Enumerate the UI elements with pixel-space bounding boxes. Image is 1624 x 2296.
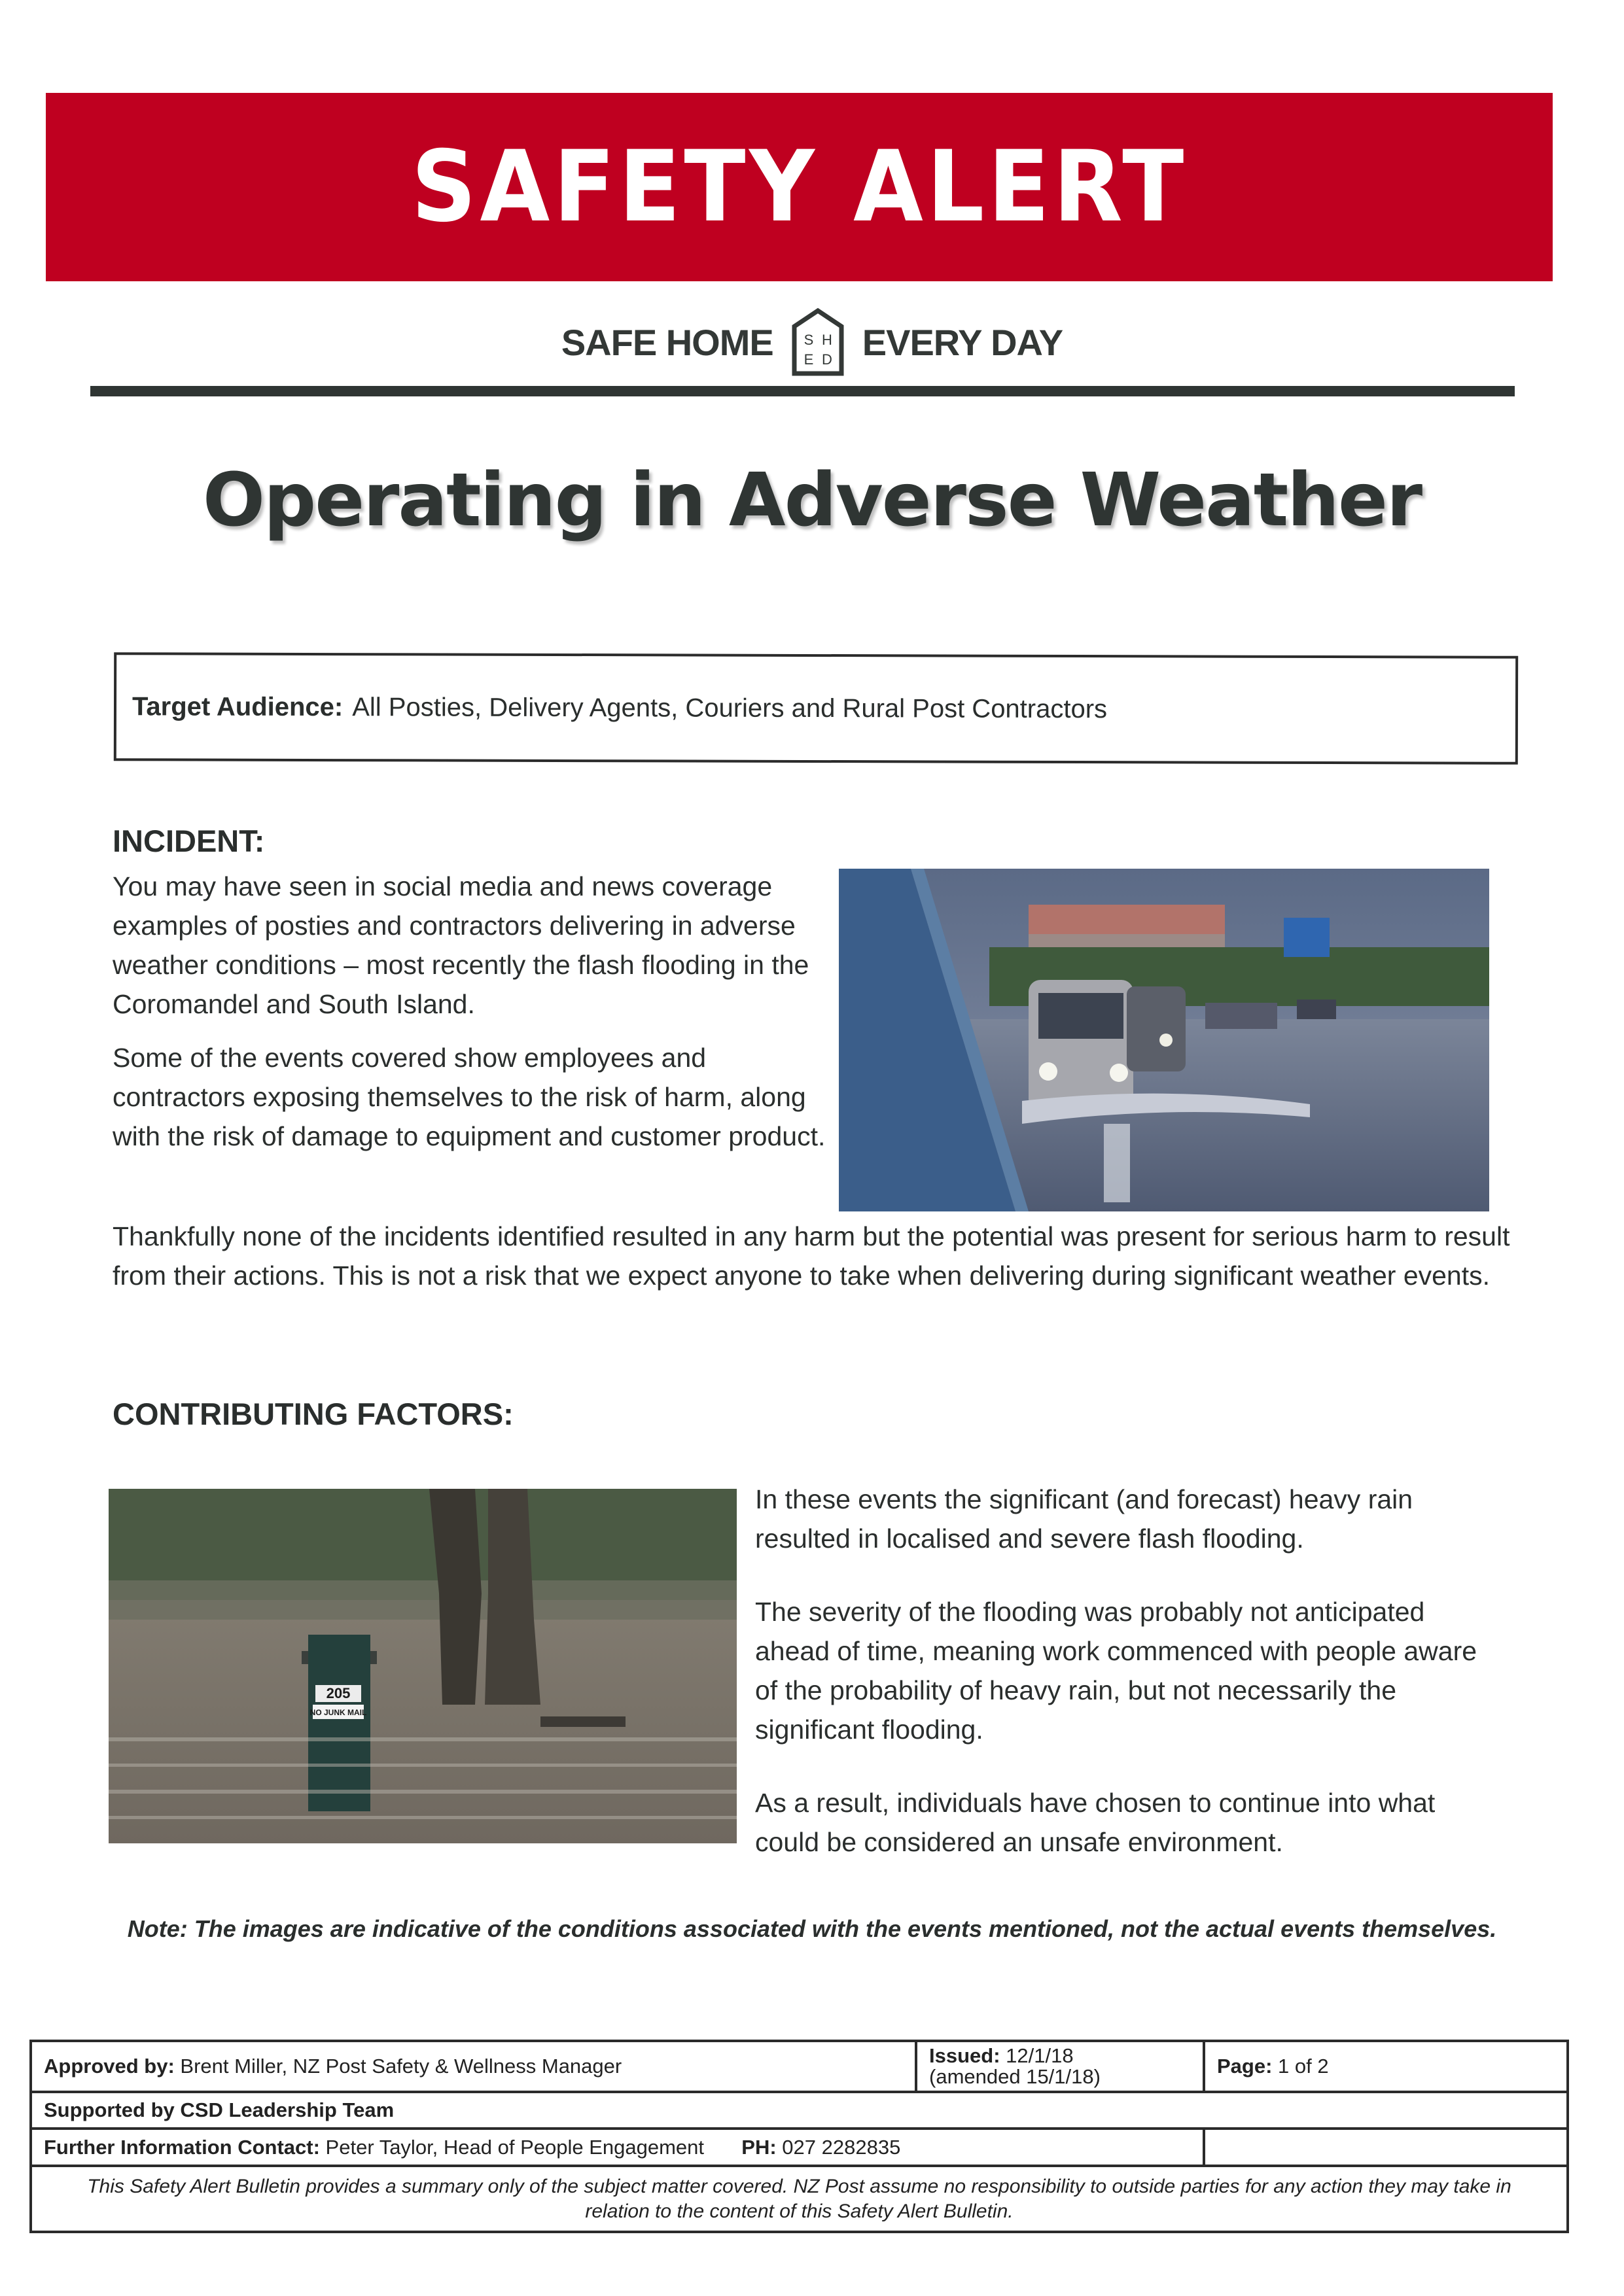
svg-text:NO JUNK MAIL: NO JUNK MAIL <box>309 1708 367 1717</box>
issued-date: 12/1/18 <box>1006 2044 1074 2067</box>
target-audience-box <box>114 652 1518 765</box>
page-cell <box>1204 2041 1568 2092</box>
contact-value: Peter Taylor, Head of People Engagement <box>325 2135 705 2159</box>
svg-text:H: H <box>821 332 832 348</box>
disclaimer-row <box>31 2166 1568 2232</box>
alert-title: SAFETY ALERT <box>411 130 1188 244</box>
factors-paragraph: As a result, individuals have chosen to continue into what could be considered an unsafe environment. <box>755 1788 1436 1857</box>
svg-text:205: 205 <box>326 1685 351 1701</box>
contact-cell <box>31 2129 1204 2166</box>
page-label: Page: <box>1217 2055 1273 2078</box>
factors-paragraph: In these events the significant (and forecast) heavy rain resulted in localised and severe flash flooding. <box>755 1484 1413 1554</box>
flooded-letterbox-photo <box>109 1489 737 1843</box>
safety-alert-banner <box>46 93 1553 281</box>
factors-paragraph: The severity of the flooding was probably not anticipated ahead of time, meaning work commenced with people aware of the probability of heavy rain, but not necessarily the significant flooding. <box>755 1597 1477 1745</box>
phone-label: PH: <box>741 2135 777 2159</box>
contributing-factors-text <box>755 1480 1501 1862</box>
amended-date: (amended 15/1/18) <box>929 2065 1101 2088</box>
incident-paragraph: Thankfully none of the incidents identified resulted in any harm but the potential was present for serious harm to result from their actions. This is not a risk that we expect anyone to take when delivering during significant weather events. <box>113 1221 1510 1291</box>
svg-text:E: E <box>803 351 814 368</box>
incident-paragraph: You may have seen in social media and news coverage examples of posties and contractors delivering in adverse weather conditions – most recently the flash flooding in the Coromandel and South Island. <box>113 871 809 1019</box>
page-number: 1 of 2 <box>1278 2055 1329 2078</box>
empty-cell <box>1204 2129 1568 2166</box>
supported-row <box>31 2092 1568 2129</box>
tagline-right: EVERY DAY <box>862 321 1063 363</box>
images-note: Note: The images are indicative of the conditions associated with the events mentioned, not the actual events themselves. <box>127 1915 1497 1942</box>
phone-value: 027 2282835 <box>782 2135 901 2159</box>
supported-by: Supported by CSD Leadership Team <box>31 2092 1568 2129</box>
svg-text:S: S <box>803 332 814 348</box>
safe-home-every-day-tagline <box>0 306 1624 378</box>
contact-label: Further Information Contact: <box>44 2135 320 2159</box>
approved-by-cell <box>31 2041 916 2092</box>
document-control-table <box>29 2040 1569 2233</box>
target-audience-value: All Posties, Delivery Agents, Couriers and Rural Post Contractors <box>352 692 1108 723</box>
header-divider <box>90 386 1515 396</box>
approval-row <box>31 2041 1568 2092</box>
tagline-left: SAFE HOME <box>561 321 773 363</box>
contact-row <box>31 2129 1568 2166</box>
contributing-factors-heading: CONTRIBUTING FACTORS: <box>113 1397 514 1431</box>
approved-by-value: Brent Miller, NZ Post Safety & Wellness Manager <box>180 2055 622 2078</box>
issued-label: Issued: <box>929 2044 1000 2067</box>
disclaimer: This Safety Alert Bulletin provides a summary only of the subject matter covered. NZ Post assume no responsibility to outside parties for any action they may take in relation to the content of this Safety Alert Bulletin. <box>31 2166 1568 2232</box>
svg-text:D: D <box>821 351 832 368</box>
incident-paragraph: Some of the events covered show employees and contractors exposing themselves to the risk of harm, along with the risk of damage to equipment and customer product. <box>113 1043 826 1151</box>
house-shed-icon <box>790 307 845 377</box>
page-title: Operating in Adverse Weather <box>202 458 1422 543</box>
flooded-road-photo <box>839 869 1489 1211</box>
approved-by-label: Approved by: <box>44 2055 175 2078</box>
incident-heading: INCIDENT: <box>113 824 265 858</box>
issued-cell <box>916 2041 1204 2092</box>
incident-text <box>113 867 826 1156</box>
target-audience-label: Target Audience: <box>132 691 344 722</box>
